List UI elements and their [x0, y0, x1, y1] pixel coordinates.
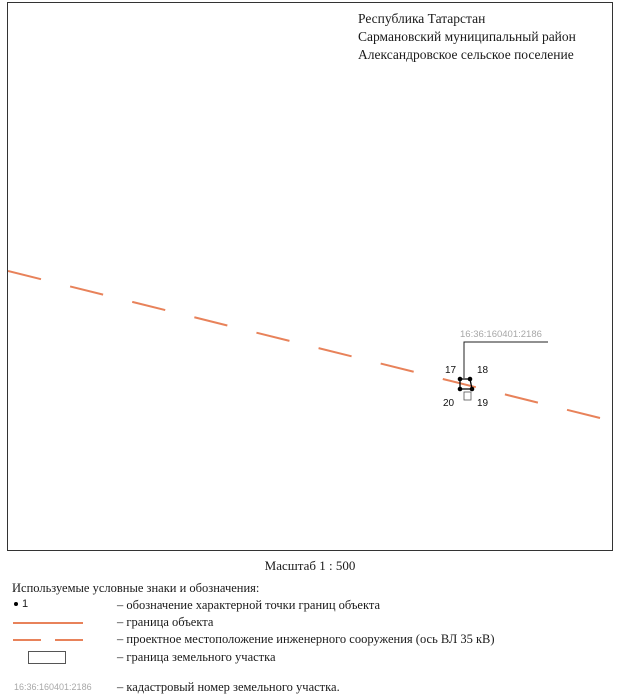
engineering-line: [8, 271, 612, 421]
legend-cadastral-symbol: 16:36:160401:2186: [14, 682, 92, 692]
point-18-marker: [468, 377, 473, 382]
point-19-label: 19: [477, 398, 489, 409]
header-settlement: Александровское сельское поселение: [358, 47, 574, 62]
header-republic: Республика Татарстан: [358, 11, 486, 26]
legend-item-point: [0, 598, 620, 614]
legend-item-object-boundary: [0, 615, 620, 631]
legend-point-desc: – обозначение характерной точки границ объекта: [117, 598, 381, 612]
legend-parcel-boundary-desc: – граница земельного участка: [117, 650, 276, 664]
point-20-marker: [458, 387, 463, 392]
legend-point-symbol: [14, 598, 28, 610]
legend-cadastral-desc: – кадастровый номер земельного участка.: [117, 680, 340, 694]
legend-item-cadastral-number: [0, 680, 620, 696]
legend-title: Используемые условные знаки и обозначения:: [12, 581, 260, 595]
legend-item-engineering-line: [0, 632, 620, 648]
point-20-label: 20: [443, 398, 455, 409]
map-canvas: [8, 3, 612, 550]
legend-solid-line-symbol: [13, 622, 83, 624]
header-district: Сармановский муниципальный район: [358, 29, 576, 44]
parcel-boundary: [464, 392, 471, 400]
point-19-marker: [470, 387, 475, 392]
legend-rectangle-symbol: [28, 651, 66, 664]
legend-dashed-line-symbol: [13, 639, 83, 641]
legend-engineering-line-desc: – проектное местоположение инженерного сооружения (ось ВЛ 35 кВ): [117, 632, 495, 646]
point-dot-icon: [14, 602, 18, 606]
point-17-marker: [458, 377, 463, 382]
cadastral-number-label: 16:36:160401:2186: [460, 329, 542, 340]
map-scale: Масштаб 1 : 500: [264, 558, 356, 573]
legend-object-boundary-desc: – граница объекта: [117, 615, 214, 629]
legend-point-number: 1: [22, 598, 29, 610]
map-frame: [7, 2, 613, 551]
point-18-label: 18: [477, 365, 489, 376]
point-17-label: 17: [445, 365, 457, 376]
legend-item-parcel-boundary: [0, 650, 620, 666]
